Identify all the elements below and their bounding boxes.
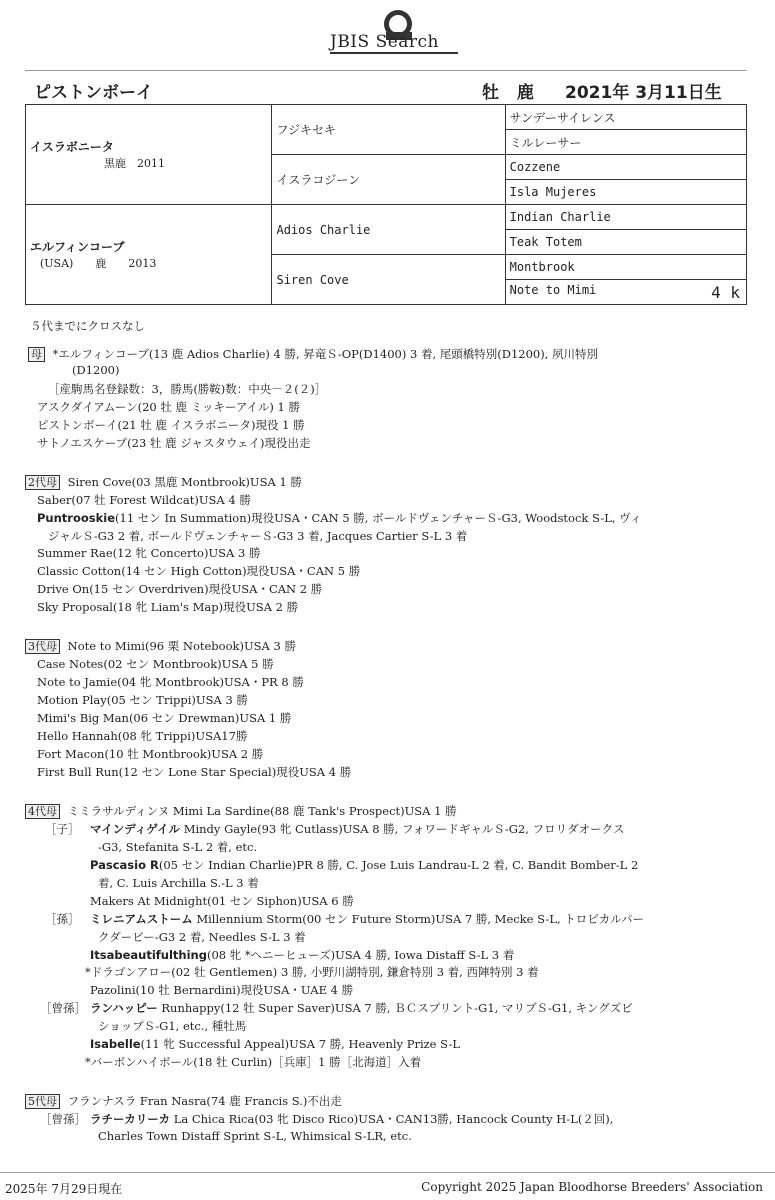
family-line: [90, 947, 514, 963]
family-line: [90, 911, 644, 927]
family-line: [37, 399, 300, 415]
pedigree-dam[interactable]: エルフィンコーブ (USA) 鹿 2013: [26, 205, 272, 305]
notable-horse-name[interactable]: Isabelle: [90, 1037, 141, 1051]
notable-horse-name[interactable]: Puntrooskie: [37, 511, 116, 525]
footer-copyright: Copyright 2025 Japan Bloodhorse Breeders' Association: [421, 1180, 763, 1194]
generation-tag: 2代母: [25, 475, 60, 490]
family-line-text: ［曾孫］: [40, 1112, 86, 1126]
family-line-text: フランナスラ Fran Nasra(74 鹿 Francis S.)不出走: [64, 1094, 342, 1108]
pedigree-sire[interactable]: イスラボニータ 黒鹿 2011: [26, 105, 272, 205]
pedigree-gg[interactable]: Note to Mimi 4 k: [505, 280, 746, 305]
family-line: [90, 982, 353, 998]
family-line: [98, 1018, 246, 1034]
pedigree-gg[interactable]: サンデーサイレンス: [505, 105, 746, 130]
family-line-text: Case Notes(02 セン Montbrook)USA 5 勝: [37, 657, 274, 671]
family-line: [28, 346, 598, 362]
family-line: [48, 381, 326, 397]
family-line-text: (D1200): [72, 363, 120, 377]
family-line-text: Fort Macon(10 牡 Montbrook)USA 2 勝: [37, 747, 264, 761]
family-line: [37, 728, 247, 744]
generation-tag: 3代母: [25, 639, 60, 654]
logo-text: JBIS Search: [330, 32, 440, 52]
family-line-text: Millennium Storm(00 セン Future Storm)USA 7 勝, Mecke S-L, トロピカルパー: [192, 912, 644, 926]
pedigree-dam-dam[interactable]: Siren Cove: [272, 255, 505, 305]
family-line-text: Runhappy(12 牡 Super Saver)USA 7 勝, ＢＣスプリント-G1, マリブＳ-G1, キングズビ: [157, 1001, 633, 1015]
family-line: [25, 803, 457, 819]
family-line-text: Charles Town Distaff Sprint S-L, Whimsical S-LR, etc.: [98, 1129, 412, 1143]
horse-header: [30, 78, 745, 103]
family-line-text: クダービー-G3 2 着, Needles S-L 3 着: [98, 930, 306, 944]
family-line-text: ［曾孫］: [40, 1001, 86, 1015]
family-line-text: *バーボンハイボール(18 牡 Curlin)［兵庫］1 勝［北海道］入着: [85, 1055, 422, 1069]
family-line-text: ピストンボーイ(21 牡 鹿 イスラボニータ)現役 1 勝: [37, 418, 305, 432]
notable-horse-name[interactable]: ミレニアムストーム: [90, 912, 193, 926]
notable-horse-name[interactable]: ランハッピー: [90, 1001, 158, 1015]
generation-tag: 4代母: [25, 804, 60, 819]
inbreeding-badge: 4 k: [711, 282, 740, 302]
pedigree-gg[interactable]: Cozzene: [505, 155, 746, 180]
family-line-text: ショップＳ-G1, etc., 種牡馬: [98, 1019, 247, 1033]
notable-horse-name[interactable]: Itsabeautifulthing: [90, 948, 207, 962]
family-line-text: *ドラゴンアロー(02 牡 Gentlemen) 3 勝, 小野川湖特別, 鎌倉特別 3 着, 西陣特別 3 着: [85, 965, 539, 979]
family-line-text: Siren Cove(03 黒鹿 Montbrook)USA 1 勝: [64, 475, 302, 489]
family-line-text: サトノエスケープ(23 牡 鹿 ジャスタウェイ)現役出走: [37, 436, 311, 450]
horse-name: ピストンボーイ: [34, 83, 153, 103]
family-line-text: Saber(07 牡 Forest Wildcat)USA 4 勝: [37, 493, 251, 507]
family-line: [37, 746, 263, 762]
family-line: [37, 581, 322, 597]
family-line: [48, 528, 467, 544]
family-line-text: Mindy Gayle(93 牝 Cutlass)USA 8 勝, フォワードギャルＳ-G2, フロリダオークス: [180, 822, 625, 836]
family-line: [37, 764, 351, 780]
family-line: [37, 692, 248, 708]
family-line: [25, 638, 296, 654]
pedigree-gg[interactable]: Montbrook: [505, 255, 746, 280]
pedigree-dam-sire[interactable]: Adios Charlie: [272, 205, 505, 255]
family-line: [90, 857, 638, 873]
family-line: [37, 674, 304, 690]
family-line-text: ジャルＳ-G3 2 着, ボールドヴェンチャーＳ-G3 3 着, Jacques Cartier S-L 3 着: [48, 529, 468, 543]
family-line: [85, 964, 539, 980]
pedigree-gg[interactable]: Teak Totem: [505, 230, 746, 255]
family-line-text: Hello Hannah(08 牝 Trippi)USA17勝: [37, 729, 248, 743]
family-line: [37, 435, 311, 451]
pedigree-gg[interactable]: ミルレーサー: [505, 130, 746, 155]
pedigree-sire-sire[interactable]: フジキセキ: [272, 105, 505, 155]
family-line-text: ［孫］: [45, 912, 80, 926]
family-line: [40, 1111, 86, 1127]
family-line-text: ［産駒馬名登録数：3，勝馬(勝鞍)数：中央－２(２)］: [48, 382, 327, 396]
pedigree-sire-dam[interactable]: イスラコジーン: [272, 155, 505, 205]
family-line: [25, 1093, 342, 1109]
family-line: [98, 839, 257, 855]
family-line: [98, 929, 306, 945]
family-line: [90, 1036, 460, 1052]
family-line-text: Motion Play(05 セン Trippi)USA 3 勝: [37, 693, 248, 707]
pedigree-gg[interactable]: Indian Charlie: [505, 205, 746, 230]
family-line-text: Summer Rae(12 牝 Concerto)USA 3 勝: [37, 546, 261, 560]
family-line-text: Drive On(15 セン Overdriven)現役USA・CAN 2 勝: [37, 582, 323, 596]
family-line-text: (11 牝 Successful Appeal)USA 7 勝, Heavenly Prize S-L: [140, 1037, 460, 1051]
family-line-text: ミミラサルディンヌ Mimi La Sardine(88 鹿 Tank's Prospect)USA 1 勝: [64, 804, 457, 818]
pedigree-table: [25, 104, 747, 305]
family-line: [37, 492, 251, 508]
family-line-text: -G3, Stefanita S-L 2 着, etc.: [98, 840, 258, 854]
family-line-text: (05 セン Indian Charlie)PR 8 勝, C. Jose Luis Landrau-L 2 着, C. Bandit Bomber-L 2: [158, 858, 639, 872]
notable-horse-name[interactable]: ラチーカリーカ: [90, 1112, 171, 1126]
generation-tag: 母: [28, 347, 45, 362]
family-line: [98, 1129, 412, 1143]
family-line-text: Note to Mimi(96 栗 Notebook)USA 3 勝: [64, 639, 296, 653]
family-line-text: (08 牝 *ヘニーヒューズ)USA 4 勝, Iowa Distaff S-L 3 着: [206, 948, 515, 962]
family-line: [37, 599, 298, 615]
family-line: [40, 1000, 86, 1016]
family-line: [37, 545, 260, 561]
family-line: [37, 656, 274, 672]
family-line: [37, 710, 291, 726]
family-line-text: アスクダイアムーン(20 牡 鹿 ミッキーアイル) 1 勝: [37, 400, 300, 414]
family-line: [90, 893, 354, 909]
family-line-text: Classic Cotton(14 セン High Cotton)現役USA・CAN 5 勝: [37, 564, 361, 578]
family-line-text: Sky Proposal(18 牝 Liam's Map)現役USA 2 勝: [37, 600, 299, 614]
family-line-text: First Bull Run(12 セン Lone Star Special)現役USA 4 勝: [37, 765, 352, 779]
horse-sex-color: 牡 鹿: [482, 83, 540, 103]
family-line-text: Pazolini(10 牡 Bernardini)現役USA・UAE 4 勝: [90, 983, 354, 997]
family-line-text: *エルフィンコーブ(13 鹿 Adios Charlie) 4 勝, 昇竜Ｓ-OP(D1400) 3 着, 尾頭橋特別(D1200), 夙川特別: [49, 347, 599, 361]
family-line: [25, 474, 302, 490]
family-line: [72, 363, 119, 377]
family-line: [45, 911, 80, 927]
horse-birth-date: 2021年 3月11日生: [565, 83, 722, 103]
pedigree-gg[interactable]: Isla Mujeres: [505, 180, 746, 205]
generation-tag: 5代母: [25, 1094, 60, 1109]
family-line-text: ［子］: [45, 822, 80, 836]
family-line: [37, 417, 305, 433]
family-line-text: La Chica Rica(03 牝 Disco Rico)USA・CAN13勝, Hancock County H-L(２回),: [170, 1112, 614, 1126]
jbis-logo[interactable]: [0, 0, 775, 60]
family-line: [90, 821, 625, 837]
family-line: [85, 1054, 421, 1070]
family-line-text: Makers At Midnight(01 セン Siphon)USA 6 勝: [90, 894, 354, 908]
family-line-text: Mimi's Big Man(06 セン Drewman)USA 1 勝: [37, 711, 292, 725]
family-line: [37, 510, 641, 526]
family-line: [37, 563, 360, 579]
cross-note: ５代までにクロスなし: [30, 319, 145, 333]
family-line: [90, 1000, 633, 1016]
family-line-text: Note to Jamie(04 牝 Montbrook)USA・PR 8 勝: [37, 675, 304, 689]
family-line-text: (11 セン In Summation)現役USA・CAN 5 勝, ボールドヴェンチャーＳ-G3, Woodstock S-L, ヴィ: [115, 511, 642, 525]
notable-horse-name[interactable]: Pascasio R: [90, 858, 159, 872]
family-line: [45, 821, 80, 837]
family-line: [90, 1111, 613, 1127]
footer-date: 2025年 7月29日現在: [5, 1182, 123, 1196]
family-line-text: 着, C. Luis Archilla S.-L 3 着: [98, 876, 259, 890]
family-line: [98, 875, 259, 891]
notable-horse-name[interactable]: マインディゲイル: [90, 822, 181, 836]
